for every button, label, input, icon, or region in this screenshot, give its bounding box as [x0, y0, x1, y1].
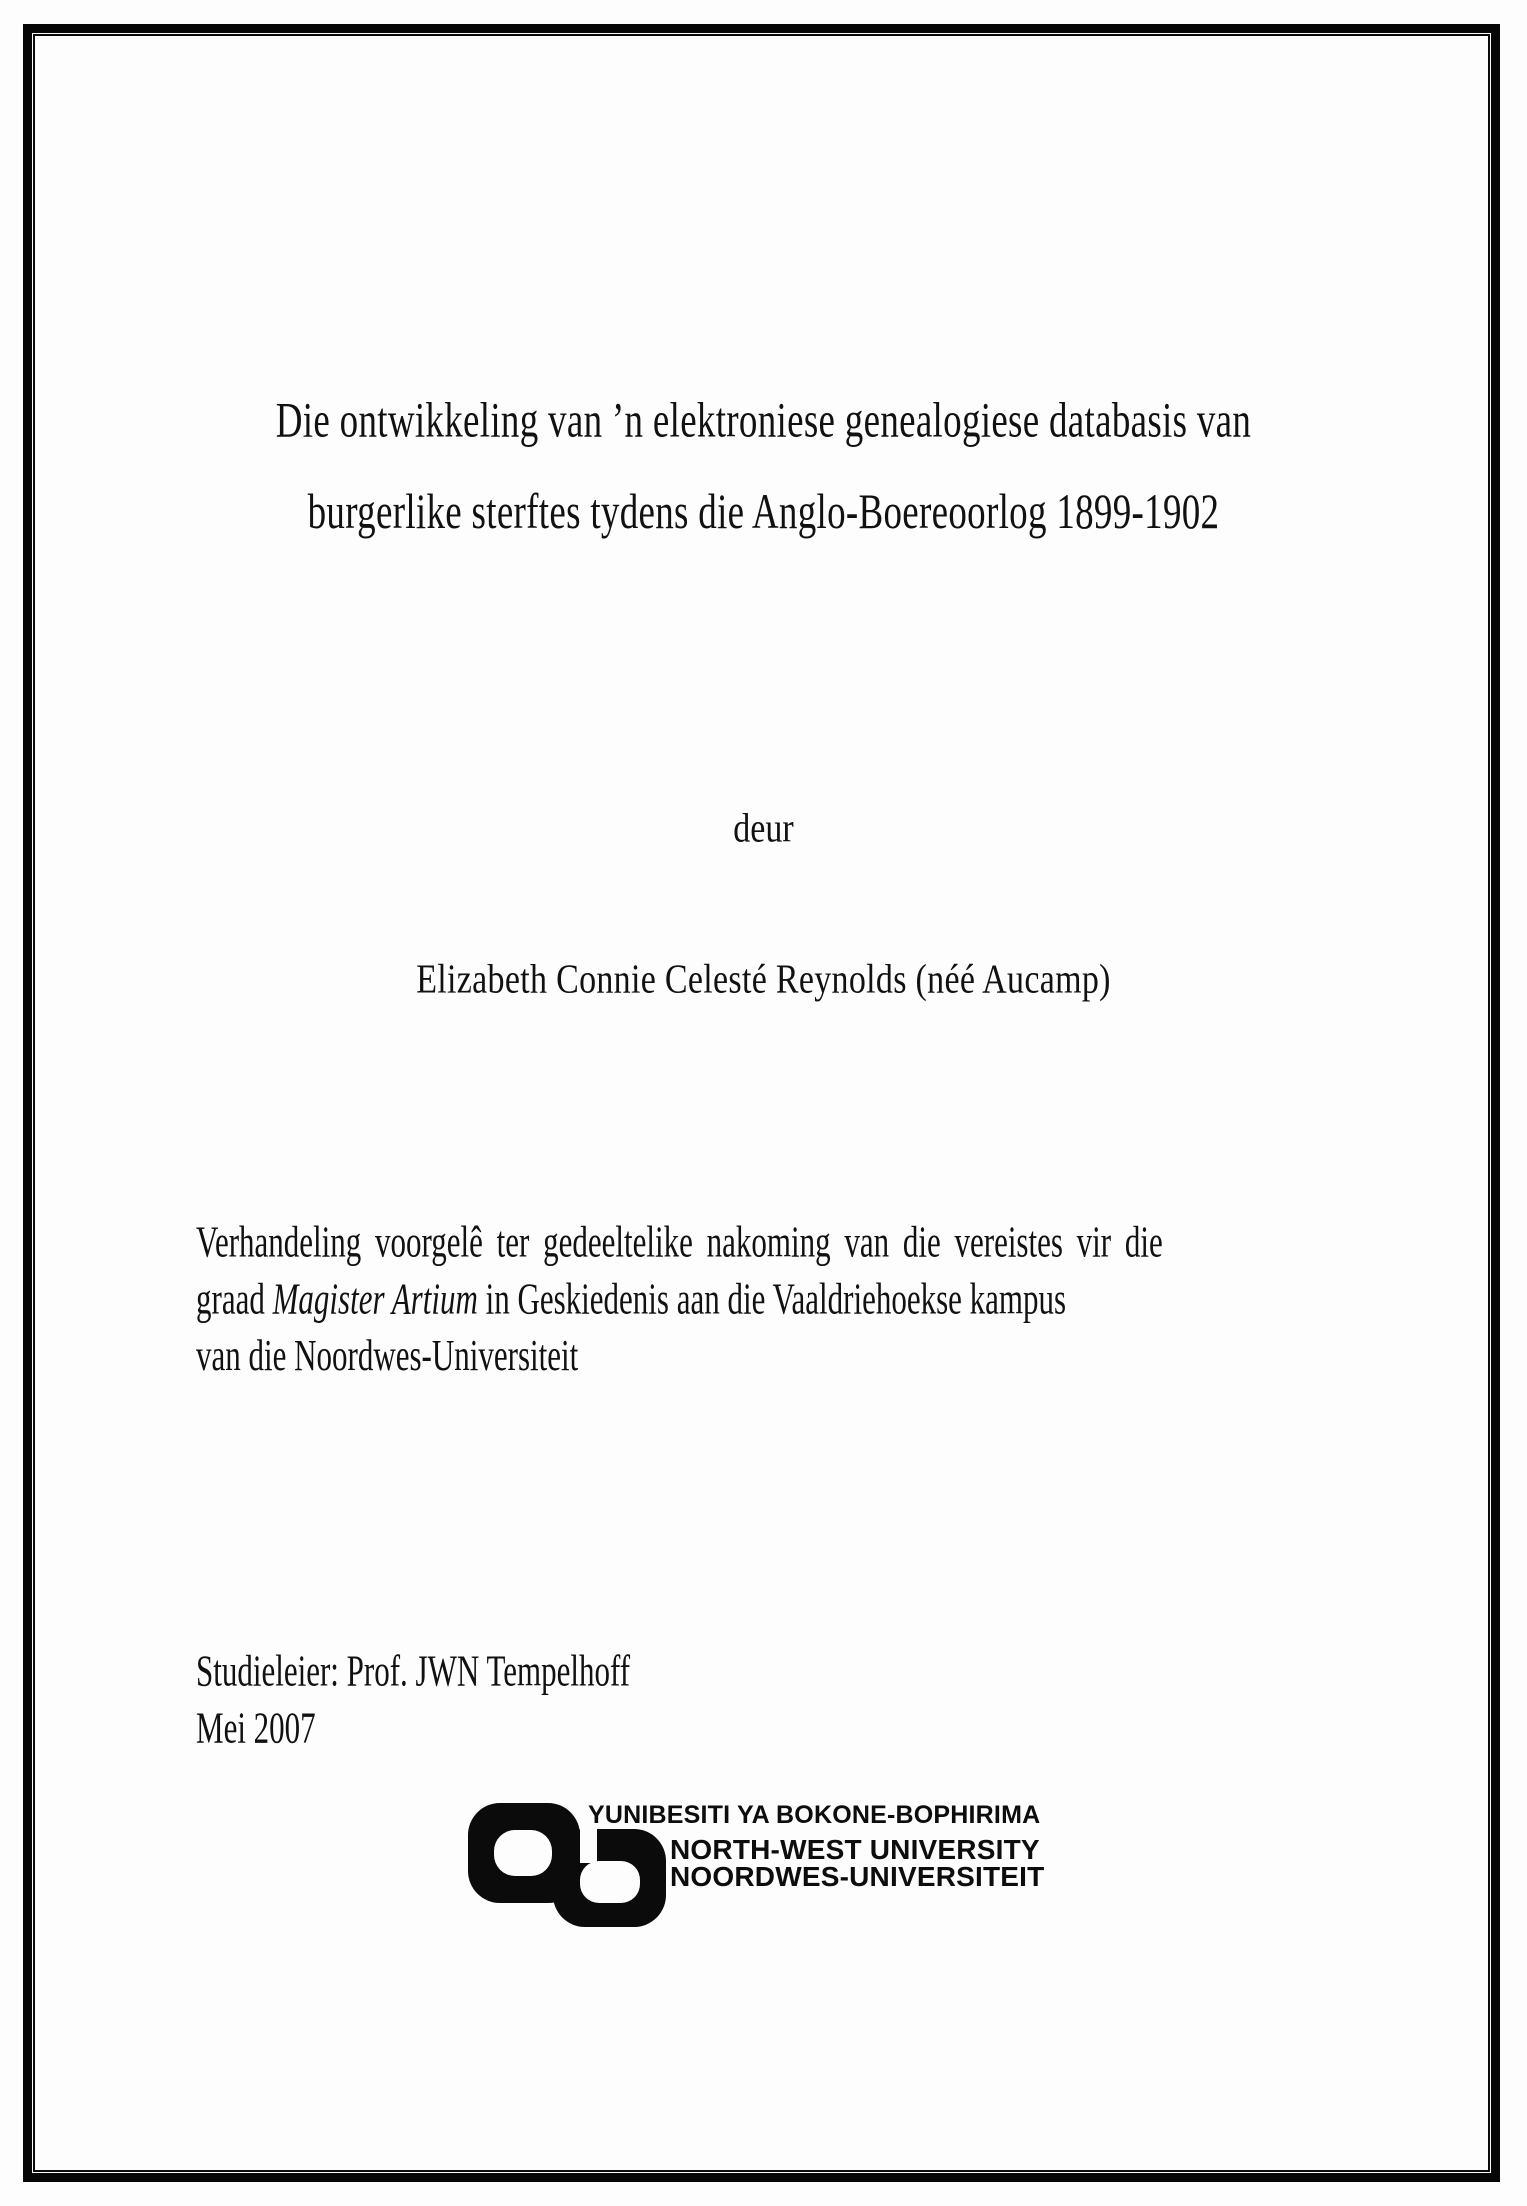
author-name: Elizabeth Connie Celesté Reynolds (néé Aucamp) — [416, 957, 1111, 1003]
degree-statement-line-2-pre: graad — [196, 1273, 273, 1324]
byline-label: deur — [733, 806, 794, 851]
date-line: Mei 2007 — [196, 1702, 316, 1753]
university-logo — [465, 1800, 1165, 1935]
thesis-title — [0, 376, 1527, 559]
thesis-title-line-1: Die ontwikkeling van ’n elektroniese genealogiese databasis van — [275, 393, 1252, 449]
degree-statement-line-2 — [196, 1271, 1356, 1328]
degree-name-italic: Magister Artium — [272, 1273, 478, 1324]
degree-statement-line-1: Verhandeling voorgelê ter gedeeltelike nakoming van die vereistes vir die — [196, 1216, 1163, 1267]
supervisor-line: Studieleier: Prof. JWN Tempelhoff — [196, 1645, 631, 1696]
supervisor-block — [196, 1643, 630, 1757]
logo-text-afrikaans: NOORDWES-UNIVERSITEIT — [670, 1861, 1045, 1892]
logo-text-setswana: YUNIBESITI YA BOKONE-BOPHIRIMA — [588, 1801, 1041, 1829]
degree-statement-line-2-post: in Geskiedenis aan die Vaaldriehoekse kampus — [477, 1273, 1067, 1324]
degree-statement — [196, 1214, 1356, 1384]
thesis-title-line-2: burgerlike sterftes tydens die Anglo-Boereoorlog 1899-1902 — [307, 484, 1220, 541]
logo-text-english: NORTH-WEST UNIVERSITY — [670, 1834, 1040, 1865]
degree-statement-line-3: van die Noordwes-Universiteit — [196, 1330, 579, 1381]
